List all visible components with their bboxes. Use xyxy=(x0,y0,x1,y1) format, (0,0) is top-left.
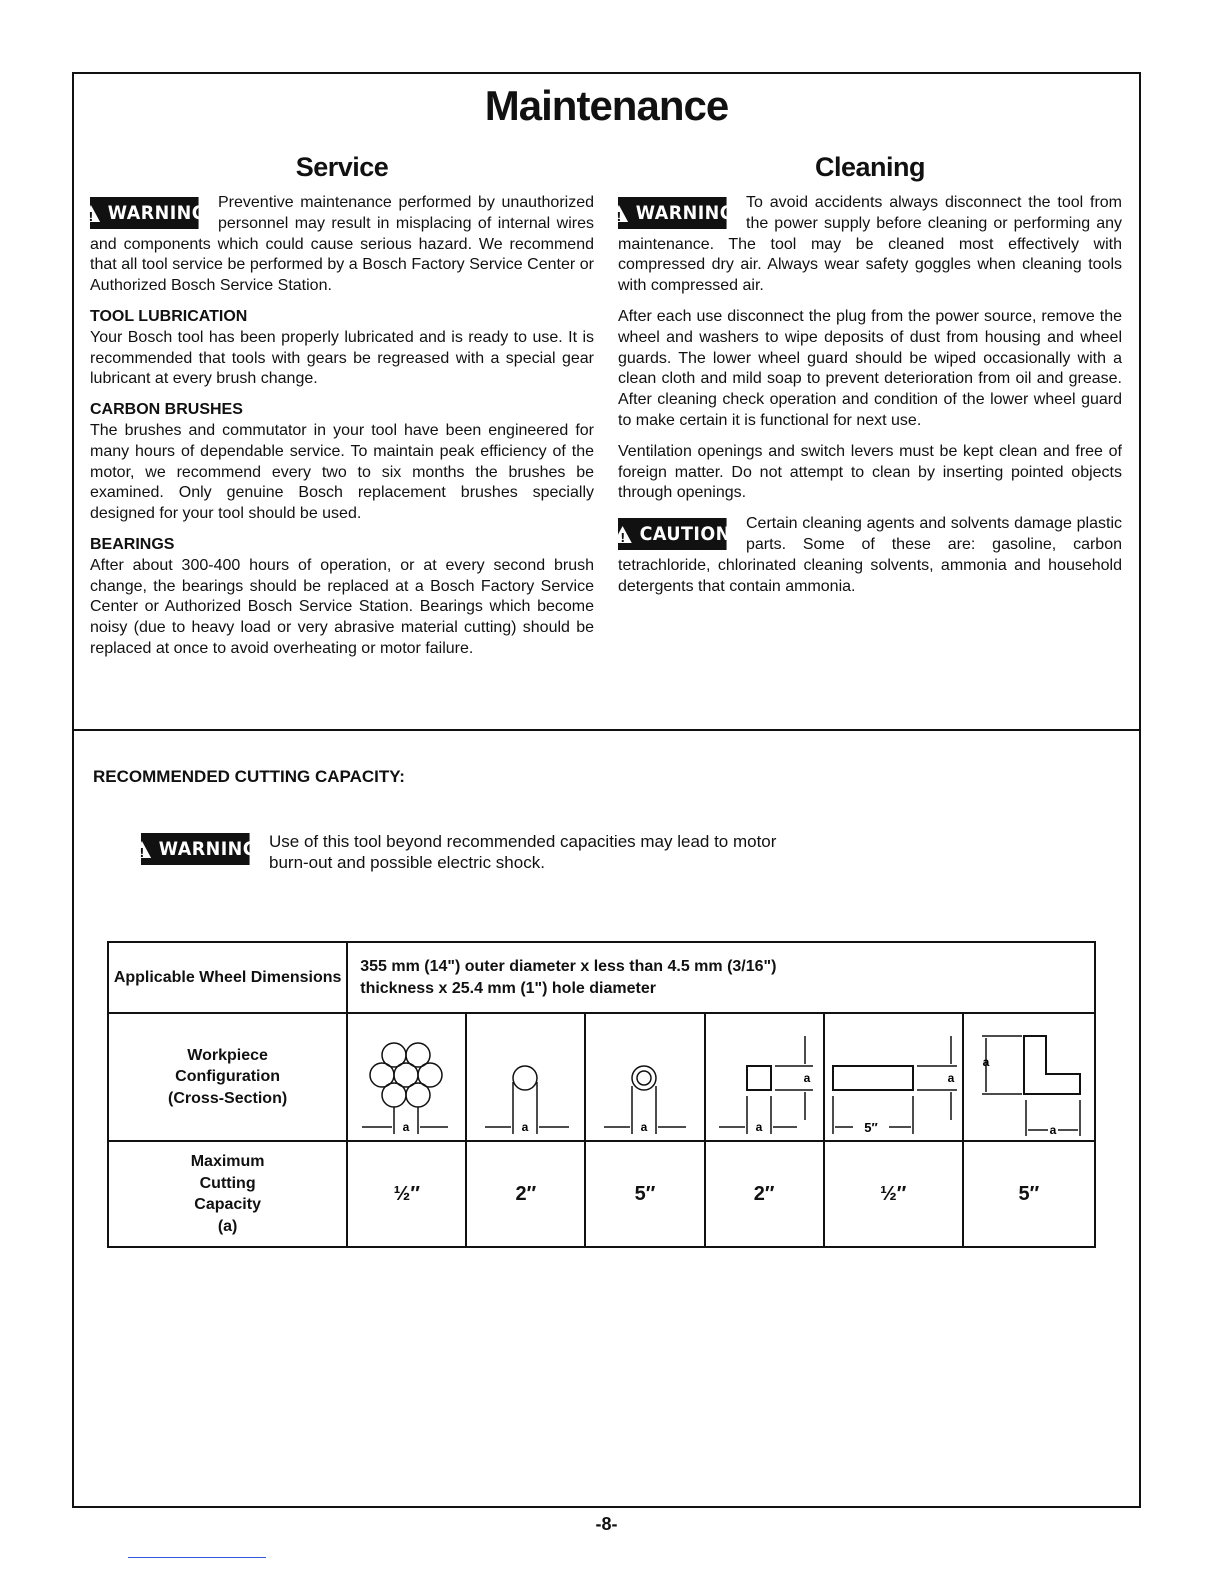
warning-triangle-icon xyxy=(82,205,100,222)
cleaning-warning xyxy=(618,193,1122,297)
cleaning-caution xyxy=(618,514,1122,597)
tool-lubrication-heading: TOOL LUBRICATION xyxy=(90,307,248,325)
tool-lubrication-text: Your Bosch tool has been properly lubricated and is ready to use. It is recommended that tools with gears be regreased with a special gear lubricant at every brush change. xyxy=(90,328,594,388)
bearings-text: After about 300-400 hours of operation, or at every second brush change, the bearings should be replaced at a Bosch Factory Service Center or Authorized Bosch Service Station. Bearings which become noisy (due to heavy load or very abrasive material cutting) should be replaced at once to avoid overheating or motor failure. xyxy=(90,556,594,657)
warning-badge: ! WARNING xyxy=(618,197,727,229)
svg-text:a: a xyxy=(402,1120,410,1134)
page-number: -8- xyxy=(595,1514,618,1534)
tube-icon xyxy=(590,1022,700,1140)
svg-text:a: a xyxy=(982,1055,990,1069)
cleaning-warning-text: To avoid accidents always disconnect the tool from the power supply before cleaning or performing any maintenance. The tool may be cleaned most effectively with compressed dry air. Always wear safety goggles when cleaning tools with compressed air. xyxy=(618,194,1122,295)
capacity-value-bundle: ½″ xyxy=(347,1141,466,1247)
cleaning-paragraph: Ventilation openings and switch levers must be kept clean and free of foreign matter. Do not attempt to clean by inserting pointed objects through openings. xyxy=(618,442,1122,502)
svg-text:5″: 5″ xyxy=(864,1120,878,1135)
capacity-value-rod: 2″ xyxy=(466,1141,585,1247)
bundle-of-rods-icon xyxy=(352,1022,462,1140)
warning-triangle-icon xyxy=(610,205,628,222)
solid-rod-icon xyxy=(471,1022,581,1140)
svg-text:a: a xyxy=(521,1120,529,1134)
table-row-configuration xyxy=(108,1013,1095,1141)
bearings-heading: BEARINGS xyxy=(90,535,175,553)
service-warning-text: Preventive maintenance performed by unauthorized personnel may result in misplacing of internal wires and components which could cause serious hazard. We recommend that all tool service be performed by a Bosch Factory Service Center or Authorized Bosch Service Station. xyxy=(90,194,594,295)
carbon-brushes-text: The brushes and commutator in your tool have been engineered for many hours of dependable service. To maintain peak efficiency of the motor, we recommend every two to six months the brushes be examined. Only genuine Bosch replacement brushes specially designed for your tool should be used. xyxy=(90,421,594,523)
link-underline[interactable] xyxy=(128,1557,266,1558)
square-bar-figure xyxy=(705,1013,824,1141)
solid-rod-figure xyxy=(466,1013,585,1141)
flat-bar-figure xyxy=(824,1013,963,1141)
svg-text:a: a xyxy=(947,1071,955,1085)
capacity-warning-text: Use of this tool beyond recommended capacities may lead to motor burn-out and possible electric shock. xyxy=(269,832,777,872)
warning-triangle-icon xyxy=(133,841,151,858)
capacity-warning xyxy=(141,831,781,873)
capacity-label: Maximum Cutting Capacity (a) xyxy=(108,1141,347,1247)
warning-badge: ! WARNING xyxy=(90,197,199,229)
cleaning-caution-text: Certain cleaning agents and solvents damage plastic parts. Some of these are: gasoline, carbon tetrachloride, chlorinated cleaning solvents, ammonia and household detergents that contain ammonia. xyxy=(618,515,1122,595)
flat-bar-icon xyxy=(825,1022,961,1140)
cleaning-column xyxy=(618,152,1122,607)
configuration-label: Workpiece Configuration (Cross-Section) xyxy=(108,1013,347,1141)
cleaning-paragraph: After each use disconnect the plug from the power source, remove the wheel and washers to wipe deposits of dust from housing and wheel guards. The lower wheel guard should be wiped occasionally with a clean cloth and mild soap to prevent deterioration from oil and grease. After cleaning check operation and condition of the lower wheel guard to make certain it is functional for next use. xyxy=(618,307,1122,429)
svg-text:a: a xyxy=(755,1120,763,1134)
tube-figure xyxy=(585,1013,704,1141)
angle-iron-icon xyxy=(964,1022,1094,1140)
table-row-capacity xyxy=(108,1141,1095,1247)
wheel-dimensions-label: Applicable Wheel Dimensions xyxy=(108,942,347,1013)
svg-text:a: a xyxy=(803,1071,811,1085)
carbon-brushes-heading: CARBON BRUSHES xyxy=(90,401,243,419)
caution-triangle-icon xyxy=(614,526,632,543)
capacity-value-square: 2″ xyxy=(705,1141,824,1247)
page-title: Maintenance xyxy=(484,82,729,129)
service-column xyxy=(90,152,594,670)
square-bar-icon xyxy=(709,1022,819,1140)
section-divider xyxy=(72,729,1141,731)
capacity-value-angle: 5″ xyxy=(963,1141,1095,1247)
caution-badge: ! CAUTION xyxy=(618,518,727,550)
cutting-capacity-table xyxy=(107,941,1096,1248)
capacity-value-tube: 5″ xyxy=(585,1141,704,1247)
service-heading: Service xyxy=(295,152,389,182)
bundle-of-rods-figure xyxy=(347,1013,466,1141)
capacity-value-flat: ½″ xyxy=(824,1141,963,1247)
svg-text:a: a xyxy=(640,1120,648,1134)
service-warning xyxy=(90,193,594,297)
capacity-heading: RECOMMENDED CUTTING CAPACITY: xyxy=(93,767,405,786)
warning-badge: ! WARNING xyxy=(141,833,250,865)
svg-text:a: a xyxy=(1049,1123,1057,1137)
cleaning-heading: Cleaning xyxy=(814,152,925,182)
wheel-dimensions-value: 355 mm (14") outer diameter x less than 4.5 mm (3/16") thickness x 25.4 mm (1") hole diameter xyxy=(347,942,1095,1013)
table-row-wheel xyxy=(108,942,1095,1013)
angle-iron-figure xyxy=(963,1013,1095,1141)
